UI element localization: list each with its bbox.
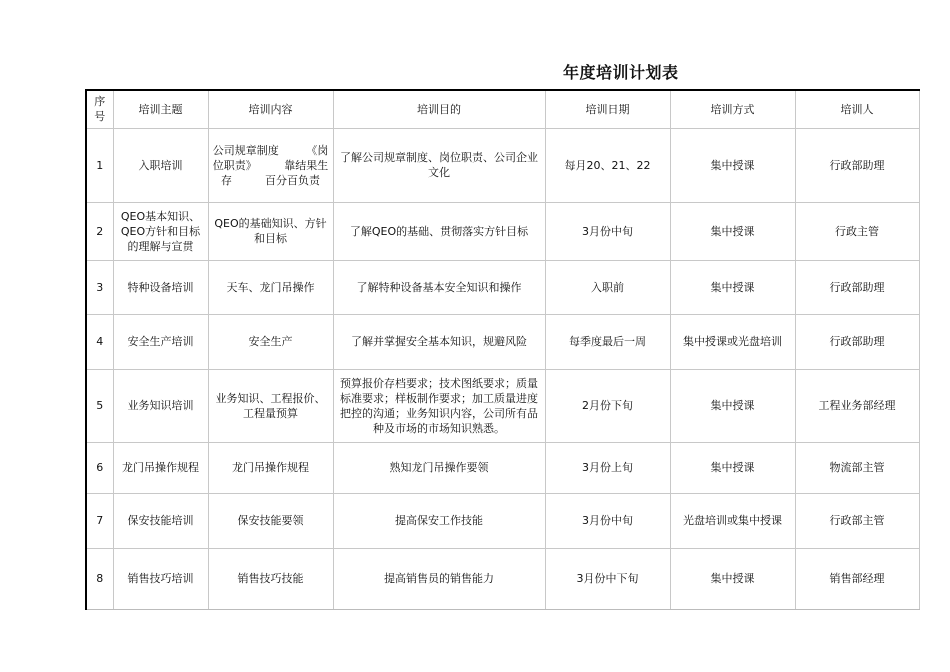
cell-no: 7 [86,493,113,548]
cell-date: 3月份中下旬 [545,548,670,609]
cell-content: 销售技巧技能 [208,548,333,609]
cell-purpose: 了解特种设备基本安全知识和操作 [333,260,545,314]
cell-method: 集中授课 [670,202,795,260]
cell-topic: 入职培训 [113,128,208,202]
cell-content: 安全生产 [208,314,333,369]
cell-purpose: 熟知龙门吊操作要领 [333,442,545,493]
cell-trainer: 销售部经理 [795,548,919,609]
cell-method: 集中授课 [670,442,795,493]
cell-topic: 销售技巧培训 [113,548,208,609]
cell-purpose: 提高保安工作技能 [333,493,545,548]
cell-content: 业务知识、工程报价、工程量预算 [208,369,333,442]
cell-no: 3 [86,260,113,314]
table-row [86,442,919,493]
cell-topic: 特种设备培训 [113,260,208,314]
cell-trainer: 行政部主管 [795,493,919,548]
table-row [86,260,919,314]
header-date: 培训日期 [545,90,670,128]
cell-no: 2 [86,202,113,260]
table-row [86,493,919,548]
cell-content: 公司规章制度 《岗位职责》 靠结果生存 百分百负责 [208,128,333,202]
cell-trainer: 行政主管 [795,202,919,260]
cell-content: 天车、龙门吊操作 [208,260,333,314]
cell-no: 4 [86,314,113,369]
table-row [86,202,919,260]
training-plan-table [85,89,920,610]
header-purpose: 培训目的 [333,90,545,128]
header-no: 序号 [86,90,113,128]
table-header-row [86,90,919,128]
cell-date: 每月20、21、22 [545,128,670,202]
cell-purpose: 了解公司规章制度、岗位职责、公司企业文化 [333,128,545,202]
cell-date: 2月份下旬 [545,369,670,442]
cell-content: 龙门吊操作规程 [208,442,333,493]
cell-no: 1 [86,128,113,202]
table-row [86,128,919,202]
cell-trainer: 工程业务部经理 [795,369,919,442]
cell-date: 每季度最后一周 [545,314,670,369]
cell-trainer: 物流部主管 [795,442,919,493]
table-row [86,369,919,442]
page-title: 年度培训计划表 [563,63,679,82]
header-topic: 培训主题 [113,90,208,128]
cell-trainer: 行政部助理 [795,260,919,314]
cell-method: 集中授课 [670,369,795,442]
cell-content: 保安技能要领 [208,493,333,548]
cell-method: 集中授课 [670,128,795,202]
cell-topic: 龙门吊操作规程 [113,442,208,493]
cell-topic: 业务知识培训 [113,369,208,442]
cell-method: 光盘培训或集中授课 [670,493,795,548]
header-method: 培训方式 [670,90,795,128]
cell-date: 3月份中旬 [545,202,670,260]
cell-content: QEO的基础知识、方针和目标 [208,202,333,260]
cell-method: 集中授课 [670,260,795,314]
cell-purpose: 了解QEO的基础、贯彻落实方针目标 [333,202,545,260]
cell-topic: 安全生产培训 [113,314,208,369]
cell-no: 5 [86,369,113,442]
cell-no: 6 [86,442,113,493]
header-content: 培训内容 [208,90,333,128]
cell-purpose: 提高销售员的销售能力 [333,548,545,609]
cell-topic: 保安技能培训 [113,493,208,548]
table-row [86,548,919,609]
cell-purpose: 预算报价存档要求；技术图纸要求；质量标准要求；样板制作要求；加工质量进度把控的沟通；业务知识内容，公司所有品种及市场的市场知识熟悉。 [333,369,545,442]
cell-trainer: 行政部助理 [795,314,919,369]
cell-method: 集中授课 [670,548,795,609]
cell-date: 3月份上旬 [545,442,670,493]
cell-topic: QEO基本知识、QEO方针和目标的理解与宣贯 [113,202,208,260]
cell-date: 入职前 [545,260,670,314]
table-row [86,314,919,369]
header-trainer: 培训人 [795,90,919,128]
cell-trainer: 行政部助理 [795,128,919,202]
cell-date: 3月份中旬 [545,493,670,548]
cell-purpose: 了解并掌握安全基本知识，规避风险 [333,314,545,369]
cell-no: 8 [86,548,113,609]
cell-method: 集中授课或光盘培训 [670,314,795,369]
